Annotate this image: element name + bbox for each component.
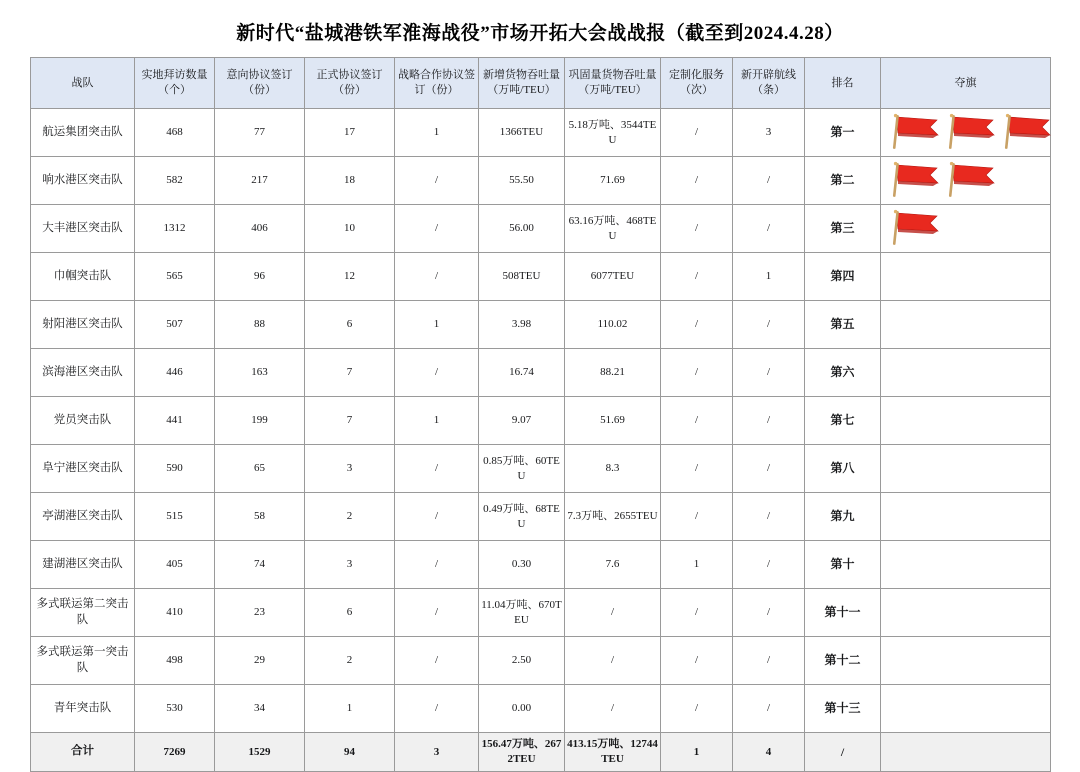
- table-row-total: [31, 733, 1051, 772]
- cell-strategic: 1: [395, 301, 479, 349]
- cell-consolidated-volume: /: [565, 589, 661, 637]
- cell-intent: 74: [215, 541, 305, 589]
- cell-flags: [881, 541, 1051, 589]
- cell-formal: 6: [305, 301, 395, 349]
- cell-team: 阜宁港区突击队: [31, 445, 135, 493]
- cell-visits: 515: [135, 493, 215, 541]
- cell-consolidated-volume: 63.16万吨、468TEU: [565, 205, 661, 253]
- flag-group: [883, 639, 1048, 682]
- cell-intent: 96: [215, 253, 305, 301]
- cell-formal: 94: [305, 733, 395, 772]
- flag-group: [883, 447, 1048, 490]
- cell-team: 响水港区突击队: [31, 157, 135, 205]
- cell-new-routes: /: [733, 685, 805, 733]
- cell-flags: [881, 301, 1051, 349]
- cell-new-routes: /: [733, 589, 805, 637]
- cell-new-volume: 2.50: [479, 637, 565, 685]
- battle-report-table: [30, 57, 1051, 772]
- cell-rank: 第九: [805, 493, 881, 541]
- cell-intent: 217: [215, 157, 305, 205]
- column-header-team: 战队: [31, 58, 135, 109]
- cell-formal: 7: [305, 349, 395, 397]
- flag-group: [883, 159, 1048, 202]
- cell-consolidated-volume: 7.3万吨、2655TEU: [565, 493, 661, 541]
- cell-new-routes: 3: [733, 109, 805, 157]
- flag-group: [883, 495, 1048, 538]
- table-row: [31, 205, 1051, 253]
- cell-visits: 582: [135, 157, 215, 205]
- cell-new-volume: 16.74: [479, 349, 565, 397]
- cell-team: 航运集团突击队: [31, 109, 135, 157]
- table-body: [31, 109, 1051, 772]
- victory-flag-icon: [889, 113, 943, 153]
- table-row: [31, 253, 1051, 301]
- cell-new-routes: /: [733, 541, 805, 589]
- table-row: [31, 541, 1051, 589]
- cell-team: 党员突击队: [31, 397, 135, 445]
- cell-consolidated-volume: 6077TEU: [565, 253, 661, 301]
- cell-visits: 441: [135, 397, 215, 445]
- cell-custom-service: /: [661, 157, 733, 205]
- cell-custom-service: /: [661, 589, 733, 637]
- table-row: [31, 445, 1051, 493]
- cell-consolidated-volume: 51.69: [565, 397, 661, 445]
- cell-new-routes: /: [733, 349, 805, 397]
- cell-new-routes: /: [733, 301, 805, 349]
- cell-flags: [881, 493, 1051, 541]
- cell-custom-service: /: [661, 637, 733, 685]
- cell-formal: 7: [305, 397, 395, 445]
- cell-intent: 29: [215, 637, 305, 685]
- column-header-new-routes: 新开辟航线（条）: [733, 58, 805, 109]
- cell-flags: [881, 637, 1051, 685]
- cell-visits: 498: [135, 637, 215, 685]
- cell-custom-service: /: [661, 349, 733, 397]
- flag-group: [883, 399, 1048, 442]
- cell-formal: 2: [305, 637, 395, 685]
- table-row: [31, 589, 1051, 637]
- cell-intent: 88: [215, 301, 305, 349]
- cell-formal: 1: [305, 685, 395, 733]
- cell-new-volume: 1366TEU: [479, 109, 565, 157]
- cell-strategic: /: [395, 253, 479, 301]
- cell-strategic: 1: [395, 109, 479, 157]
- cell-formal: 2: [305, 493, 395, 541]
- cell-strategic: /: [395, 637, 479, 685]
- cell-strategic: /: [395, 685, 479, 733]
- column-header-formal: 正式协议签订（份）: [305, 58, 395, 109]
- table-row: [31, 109, 1051, 157]
- cell-new-volume: 0.00: [479, 685, 565, 733]
- victory-flag-icon: [1001, 113, 1055, 153]
- cell-new-routes: /: [733, 493, 805, 541]
- cell-strategic: /: [395, 541, 479, 589]
- cell-intent: 65: [215, 445, 305, 493]
- victory-flag-icon: [889, 209, 943, 249]
- cell-visits: 1312: [135, 205, 215, 253]
- cell-rank: 第八: [805, 445, 881, 493]
- cell-custom-service: /: [661, 493, 733, 541]
- cell-new-routes: /: [733, 157, 805, 205]
- flag-group: [883, 351, 1048, 394]
- victory-flag-icon: [889, 161, 943, 201]
- cell-rank: 第五: [805, 301, 881, 349]
- cell-team: 巾帼突击队: [31, 253, 135, 301]
- cell-rank: 第六: [805, 349, 881, 397]
- column-header-intent: 意向协议签订（份）: [215, 58, 305, 109]
- cell-new-volume: 9.07: [479, 397, 565, 445]
- table-row: [31, 685, 1051, 733]
- cell-flags: [881, 589, 1051, 637]
- table-row: [31, 397, 1051, 445]
- cell-rank: /: [805, 733, 881, 772]
- cell-intent: 23: [215, 589, 305, 637]
- cell-strategic: /: [395, 589, 479, 637]
- cell-custom-service: /: [661, 301, 733, 349]
- cell-formal: 18: [305, 157, 395, 205]
- cell-consolidated-volume: 71.69: [565, 157, 661, 205]
- table-row: [31, 637, 1051, 685]
- cell-intent: 77: [215, 109, 305, 157]
- cell-visits: 530: [135, 685, 215, 733]
- cell-strategic: /: [395, 349, 479, 397]
- flag-group: [883, 687, 1048, 730]
- cell-rank: 第一: [805, 109, 881, 157]
- cell-new-routes: /: [733, 637, 805, 685]
- cell-strategic: /: [395, 445, 479, 493]
- cell-formal: 6: [305, 589, 395, 637]
- flag-group: [883, 591, 1048, 634]
- cell-new-volume: 0.49万吨、68TEU: [479, 493, 565, 541]
- cell-consolidated-volume: 8.3: [565, 445, 661, 493]
- cell-team: 亭湖港区突击队: [31, 493, 135, 541]
- victory-flag-icon: [945, 161, 999, 201]
- cell-flags: [881, 253, 1051, 301]
- cell-visits: 507: [135, 301, 215, 349]
- cell-team: 射阳港区突击队: [31, 301, 135, 349]
- flag-group: [883, 255, 1048, 298]
- cell-flags: [881, 109, 1051, 157]
- cell-visits: 590: [135, 445, 215, 493]
- cell-custom-service: /: [661, 205, 733, 253]
- cell-flags: [881, 157, 1051, 205]
- cell-custom-service: /: [661, 253, 733, 301]
- cell-new-volume: 3.98: [479, 301, 565, 349]
- cell-intent: 199: [215, 397, 305, 445]
- cell-intent: 34: [215, 685, 305, 733]
- cell-custom-service: 1: [661, 541, 733, 589]
- cell-flags: [881, 445, 1051, 493]
- cell-consolidated-volume: /: [565, 637, 661, 685]
- cell-formal: 3: [305, 445, 395, 493]
- cell-rank: 第二: [805, 157, 881, 205]
- cell-new-routes: 1: [733, 253, 805, 301]
- cell-rank: 第十一: [805, 589, 881, 637]
- column-header-visits: 实地拜访数量（个）: [135, 58, 215, 109]
- cell-intent: 406: [215, 205, 305, 253]
- cell-intent: 58: [215, 493, 305, 541]
- column-header-flags: 夺旗: [881, 58, 1051, 109]
- cell-team: 滨海港区突击队: [31, 349, 135, 397]
- cell-consolidated-volume: 413.15万吨、12744TEU: [565, 733, 661, 772]
- cell-custom-service: /: [661, 109, 733, 157]
- cell-intent: 163: [215, 349, 305, 397]
- cell-visits: 565: [135, 253, 215, 301]
- cell-new-volume: 508TEU: [479, 253, 565, 301]
- flag-group: [883, 735, 1048, 769]
- cell-new-volume: 56.00: [479, 205, 565, 253]
- table-row: [31, 301, 1051, 349]
- cell-flags: [881, 733, 1051, 772]
- table-row: [31, 157, 1051, 205]
- table-row: [31, 493, 1051, 541]
- cell-team: 青年突击队: [31, 685, 135, 733]
- cell-rank: 第三: [805, 205, 881, 253]
- cell-rank: 第四: [805, 253, 881, 301]
- cell-team: 多式联运第一突击队: [31, 637, 135, 685]
- cell-intent: 1529: [215, 733, 305, 772]
- table-row: [31, 349, 1051, 397]
- cell-visits: 410: [135, 589, 215, 637]
- cell-custom-service: 1: [661, 733, 733, 772]
- cell-visits: 446: [135, 349, 215, 397]
- cell-formal: 12: [305, 253, 395, 301]
- column-header-rank: 排名: [805, 58, 881, 109]
- cell-new-volume: 11.04万吨、670TEU: [479, 589, 565, 637]
- cell-consolidated-volume: 7.6: [565, 541, 661, 589]
- cell-formal: 3: [305, 541, 395, 589]
- cell-visits: 7269: [135, 733, 215, 772]
- cell-strategic: 1: [395, 397, 479, 445]
- cell-new-routes: 4: [733, 733, 805, 772]
- cell-consolidated-volume: 110.02: [565, 301, 661, 349]
- flag-group: [883, 303, 1048, 346]
- cell-formal: 10: [305, 205, 395, 253]
- table-header: [31, 58, 1051, 109]
- column-header-strategic: 战略合作协议签订（份）: [395, 58, 479, 109]
- column-header-custom-service: 定制化服务（次）: [661, 58, 733, 109]
- cell-consolidated-volume: 5.18万吨、3544TEU: [565, 109, 661, 157]
- cell-strategic: 3: [395, 733, 479, 772]
- cell-consolidated-volume: 88.21: [565, 349, 661, 397]
- victory-flag-icon: [945, 113, 999, 153]
- cell-visits: 405: [135, 541, 215, 589]
- cell-strategic: /: [395, 157, 479, 205]
- cell-visits: 468: [135, 109, 215, 157]
- cell-flags: [881, 685, 1051, 733]
- table-container: [0, 57, 1080, 772]
- flag-group: [883, 543, 1048, 586]
- cell-new-routes: /: [733, 445, 805, 493]
- cell-consolidated-volume: /: [565, 685, 661, 733]
- cell-new-volume: 0.85万吨、60TEU: [479, 445, 565, 493]
- cell-custom-service: /: [661, 445, 733, 493]
- cell-new-routes: /: [733, 205, 805, 253]
- page-title: 新时代“盐城港铁军淮海战役”市场开拓大会战战报（截至到2024.4.28）: [236, 23, 844, 44]
- cell-team: 多式联运第二突击队: [31, 589, 135, 637]
- cell-flags: [881, 205, 1051, 253]
- cell-team: 建湖港区突击队: [31, 541, 135, 589]
- cell-rank: 第七: [805, 397, 881, 445]
- cell-custom-service: /: [661, 397, 733, 445]
- cell-custom-service: /: [661, 685, 733, 733]
- header-row: [31, 58, 1051, 109]
- cell-strategic: /: [395, 493, 479, 541]
- cell-rank: 第十三: [805, 685, 881, 733]
- cell-formal: 17: [305, 109, 395, 157]
- cell-strategic: /: [395, 205, 479, 253]
- cell-team: 合计: [31, 733, 135, 772]
- cell-flags: [881, 397, 1051, 445]
- cell-new-volume: 156.47万吨、2672TEU: [479, 733, 565, 772]
- cell-new-volume: 0.30: [479, 541, 565, 589]
- cell-flags: [881, 349, 1051, 397]
- cell-rank: 第十二: [805, 637, 881, 685]
- cell-rank: 第十: [805, 541, 881, 589]
- column-header-consolidated-volume: 巩固量货物吞吐量（万吨/TEU）: [565, 58, 661, 109]
- cell-new-routes: /: [733, 397, 805, 445]
- cell-team: 大丰港区突击队: [31, 205, 135, 253]
- flag-group: [883, 207, 1048, 250]
- cell-new-volume: 55.50: [479, 157, 565, 205]
- flag-group: [883, 111, 1048, 154]
- column-header-new-volume: 新增货物吞吐量（万吨/TEU）: [479, 58, 565, 109]
